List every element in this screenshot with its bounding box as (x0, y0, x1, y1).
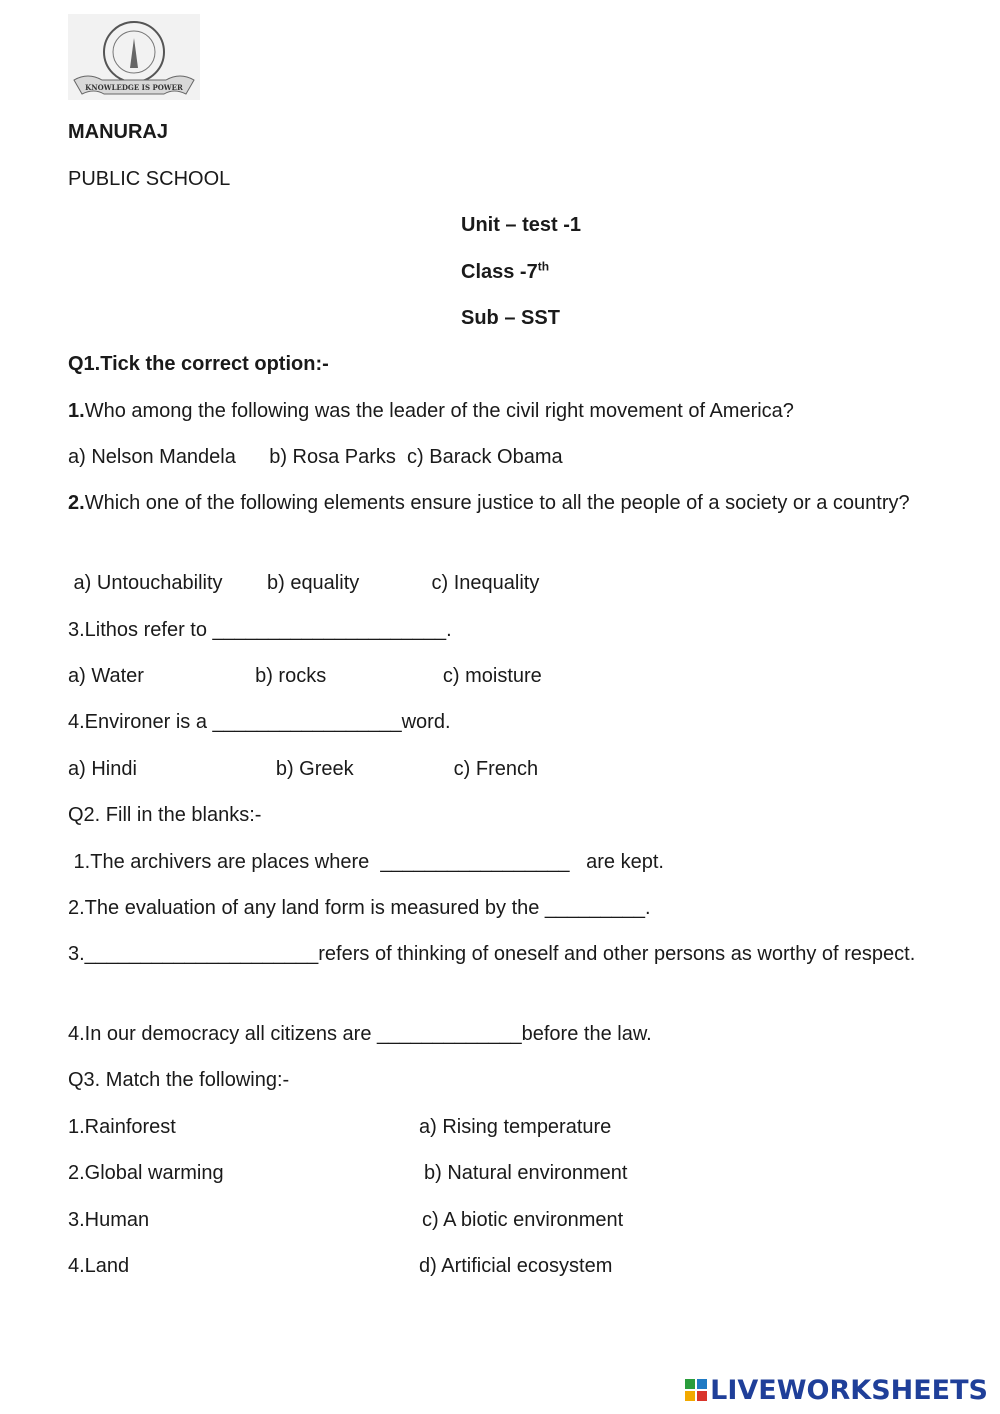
q1-item-1-options: a) Nelson Mandela b) Rosa Parks c) Barack Obama (68, 446, 563, 468)
q3-right-item: c) A biotic environment (422, 1209, 624, 1231)
unit-test-label: Unit – test -1 (461, 214, 582, 236)
q1-item-2: 2.Which one of the following elements ensure justice to all the people of a society or a country? (68, 492, 910, 514)
subject-label: Sub – SST (461, 307, 560, 329)
school-name-line1: MANURAJ (68, 121, 168, 143)
q2-heading: Q2. Fill in the blanks:- (68, 804, 262, 826)
q1-heading: Q1.Tick the correct option:- (68, 353, 329, 375)
q2-item-1: 1.The archivers are places where _________________ are kept. (68, 851, 664, 873)
q1-item-1: 1.Who among the following was the leader of the civil right movement of America? (68, 400, 794, 422)
q3-heading: Q3. Match the following:- (68, 1069, 290, 1091)
class-superscript: th (537, 259, 550, 274)
q1-item-3: 3.Lithos refer to _____________________. (68, 619, 452, 641)
brand-name: LIVEWORKSHEETS (710, 1374, 988, 1406)
q2-item-3: 3._____________________refers of thinking of oneself and other persons as worthy of respect. (68, 943, 916, 965)
school-name-line2: PUBLIC SCHOOL (68, 168, 231, 190)
school-logo (68, 14, 200, 100)
q1-item-4-options: a) Hindi b) Greek c) French (68, 758, 539, 780)
class-label: Class -7th (461, 259, 550, 283)
q2-item-2: 2.The evaluation of any land form is measured by the _________. (68, 897, 651, 919)
school-crest-icon (68, 14, 200, 100)
q1-item-2-options: a) Untouchability b) equality c) Inequality (68, 572, 540, 594)
q3-right-item: b) Natural environment (424, 1162, 628, 1184)
q3-left-item: 1.Rainforest (68, 1116, 176, 1138)
q3-left-item: 4.Land (68, 1255, 130, 1277)
q3-left-item: 2.Global warming (68, 1162, 224, 1184)
liveworksheets-brand[interactable] (684, 1374, 988, 1406)
logo-banner-text: KNOWLEDGE IS POWER (85, 83, 183, 92)
q2-item-4: 4.In our democracy all citizens are _____________before the law. (68, 1023, 652, 1045)
q3-left-item: 3.Human (68, 1209, 150, 1231)
q1-item-4: 4.Environer is a _________________word. (68, 711, 451, 733)
q1-item-3-options: a) Water b) rocks c) moisture (68, 665, 542, 687)
q3-right-item: a) Rising temperature (419, 1116, 612, 1138)
q3-right-item: d) Artificial ecosystem (419, 1255, 613, 1277)
liveworksheets-logo-icon (684, 1378, 708, 1402)
